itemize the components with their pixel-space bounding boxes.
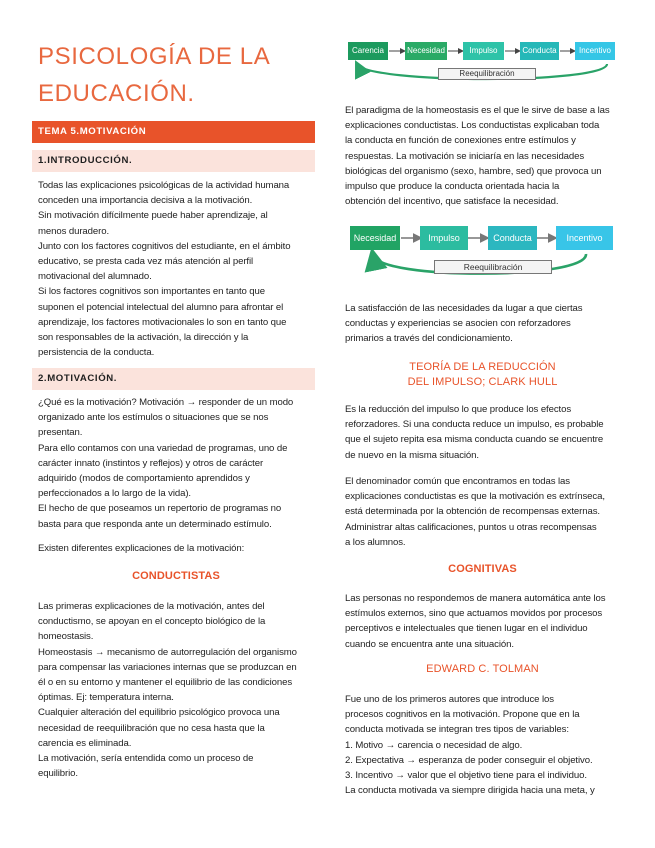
loop-label-1: Reequilibración <box>438 68 536 80</box>
motivacion-text <box>38 395 314 532</box>
cognitivas-line: Las personas no respondemos de manera automática ante los <box>345 593 606 604</box>
cognitivas-text <box>345 591 620 652</box>
tolman-line: Fue uno de los primeros autores que introduce los <box>345 694 554 705</box>
hull-p2-line: El denominador común que encontramos en todas las <box>345 476 570 487</box>
box-conducta: Conducta <box>520 42 559 60</box>
heading-hull-line-1: TEORÍA DE LA REDUCCIÓN <box>409 361 556 373</box>
box2-incentivo: Incentivo <box>556 226 613 250</box>
motivacion-line: basta para que responda ante un determinado estímulo. <box>38 518 272 530</box>
motivacion-line: El hecho de que poseamos un repertorio de programas no <box>38 503 282 515</box>
box-carencia: Carencia <box>348 42 388 60</box>
homeostasis-line: la conducta en función de conexiones entre estímulos y <box>345 135 576 147</box>
introduccion-line: Sin motivación difícilmente puede haber aprendizaje, al <box>38 210 268 222</box>
hull-p1-line: reforzadores. Si una conducta reduce un impulso, es probable <box>345 419 604 431</box>
homeostasis-paragraph <box>345 103 620 209</box>
section-heading-introduccion: 1.INTRODUCCIÓN. <box>32 150 315 172</box>
heading-hull-line-2: DEL IMPULSO; CLARK HULL <box>407 376 558 388</box>
motivacion-line: presentan. <box>38 427 83 439</box>
conductistas-line: él o en su entorno y mantener el equilibrio de las condiciones <box>38 677 293 689</box>
title-line-1: PSICOLOGÍA DE LA <box>38 43 271 70</box>
introduccion-line: persistencia de la conducta. <box>38 347 155 359</box>
motivacion-line: Para ello contamos con una variedad de programas, uno de <box>38 442 288 454</box>
tolman-line: 3. Incentivo → valor que el objetivo tiene para el individuo. <box>345 770 587 782</box>
homeostasis-line: El paradigma de la homeostasis es el que le sirve de base a las <box>345 105 610 116</box>
conductistas-line: Las primeras explicaciones de la motivación, antes del <box>38 601 265 612</box>
hull-p2-line: Administrar altas calificaciones, puntos u otras recompensas <box>345 521 597 533</box>
heading-conductistas: CONDUCTISTAS <box>132 570 220 582</box>
box2-necesidad: Necesidad <box>350 226 400 250</box>
conductistas-line: óptimas. Ej: temperatura interna. <box>38 692 174 704</box>
heading-tolman: EDWARD C. TOLMAN <box>426 663 539 675</box>
hull-paragraph-1 <box>345 402 620 463</box>
box-incentivo: Incentivo <box>575 42 615 60</box>
homeostasis-diagram-2 <box>348 222 618 282</box>
box2-conducta: Conducta <box>488 226 537 250</box>
satisfaccion-line: La satisfacción de las necesidades da lugar a que ciertas <box>345 303 583 314</box>
conductistas-line: La motivación, sería entendida como un proceso de <box>38 753 254 765</box>
motivacion-line: perfeccionados a lo largo de la vida). <box>38 488 191 500</box>
tema-banner: TEMA 5.MOTIVACIÓN <box>32 121 315 143</box>
section-heading-motivacion: 2.MOTIVACIÓN. <box>32 368 315 390</box>
motivacion-line: carácter innato (instintos y reflejos) y otros de carácter <box>38 457 264 469</box>
hull-p1-line: que el sujeto repita esa misma conducta cuando se encuentre <box>345 434 604 446</box>
conductistas-line: conductismo, se apoyan en el concepto biológico de la <box>38 616 266 628</box>
hull-p2-line: está determinada por la obtención de recompensas externas. <box>345 506 600 518</box>
introduccion-line: educativo, se presta cada vez más atención al perfil <box>38 256 254 268</box>
homeostasis-line: obtención del incentivo, que satisface la necesidad. <box>345 196 559 208</box>
introduccion-line: conceden una importancia decisiva a la motivación. <box>38 195 253 207</box>
tolman-line: conducta motivada se integran tres tipos de variables: <box>345 724 569 736</box>
introduccion-line: son responsables de la activación, la dirección y la <box>38 332 249 344</box>
introduccion-text <box>38 178 314 360</box>
satisfaccion-line: conductas y experiencias se asocien con reforzadores <box>345 318 571 330</box>
hull-paragraph-2 <box>345 474 620 550</box>
box2-impulso: Impulso <box>420 226 468 250</box>
conductistas-line: Cualquier alteración del equilibrio psicológico provoca una <box>38 707 280 719</box>
introduccion-line: Todas las explicaciones psicológicas de la actividad humana <box>38 180 290 191</box>
title-line-2: EDUCACIÓN. <box>38 80 195 107</box>
tolman-text <box>345 692 620 798</box>
box-necesidad: Necesidad <box>405 42 447 60</box>
hull-p1-line: Es la reducción del impulso lo que produce los efectos <box>345 404 572 415</box>
conductistas-line: Homeostasis → mecanismo de autorregulación del organismo <box>38 646 297 658</box>
hull-p1-line: de nuevo en la misma situación. <box>345 449 479 461</box>
introduccion-line: motivacional del alumnado. <box>38 271 152 283</box>
satisfaccion-line: primarios a través del condicionamiento. <box>345 333 513 345</box>
tolman-line: 1. Motivo → carencia o necesidad de algo. <box>345 739 523 751</box>
cognitivas-line: perceptivos e intelectuales que tienen lugar en el individuo <box>345 623 588 635</box>
conductistas-line: carencia es eliminada. <box>38 737 132 749</box>
introduccion-line: suponen el potencial intelectual del alumno para afrontar el <box>38 301 284 313</box>
conductistas-line: homeostasis. <box>38 631 94 643</box>
tolman-line: 2. Expectativa → esperanza de poder conseguir el objetivo. <box>345 754 593 766</box>
motivacion-line: organizado ante los estímulos o situaciones que se nos <box>38 412 269 424</box>
homeostasis-diagram-1 <box>345 38 620 88</box>
introduccion-line: Si los factores cognitivos son importantes en tanto que <box>38 286 266 298</box>
hull-p2-line: explicaciones conductistas es que la motivación es extrínseca, <box>345 491 605 503</box>
motivacion-line: ¿Qué es la motivación? Motivación → responder de un modo <box>38 397 294 408</box>
tolman-line: La conducta motivada va siempre dirigida hacia una meta, y <box>345 785 595 797</box>
conductistas-line: necesidad de reequilibración que no cesa hasta que la <box>38 722 265 734</box>
conductistas-text <box>38 599 314 781</box>
conductistas-line: para compensar las variaciones internas que se produzcan en <box>38 661 297 673</box>
introduccion-line: aprendizaje, los factores motivacionales lo son en tanto que <box>38 316 287 328</box>
hull-p2-line: a los alumnos. <box>345 536 406 548</box>
loop-label-2: Reequilibración <box>434 260 552 274</box>
introduccion-line: menos duradero. <box>38 225 110 237</box>
cognitivas-line: cuando se encuentra ante una situación. <box>345 638 514 650</box>
document-title <box>38 38 270 112</box>
motivacion-closing: Existen diferentes explicaciones de la motivación: <box>38 543 245 554</box>
conductistas-line: equilibrio. <box>38 768 78 780</box>
homeostasis-line: explicaciones conductistas. Los conductistas explicaban toda <box>345 120 600 132</box>
heading-hull <box>345 360 620 390</box>
satisfaccion-paragraph <box>345 301 620 347</box>
homeostasis-line: respuestas. La motivación se iniciaría en las necesidades <box>345 150 585 162</box>
introduccion-line: Junto con los factores cognitivos del estudiante, en el ámbito <box>38 240 291 252</box>
motivacion-line: adquirido (modos de comportamiento aprendidos y <box>38 473 250 485</box>
cognitivas-line: estímulos externos, sino que actuamos movidos por procesos <box>345 608 603 620</box>
homeostasis-line: biológicas del organismo (sexo, hambre, sed) que provoca un <box>345 165 602 177</box>
heading-cognitivas: COGNITIVAS <box>448 563 517 575</box>
homeostasis-line: impulso que produce la conducta orientada hacia la <box>345 181 560 193</box>
box-impulso: Impulso <box>463 42 504 60</box>
tolman-line: procesos cognitivos en la motivación. Propone que en la <box>345 709 580 721</box>
